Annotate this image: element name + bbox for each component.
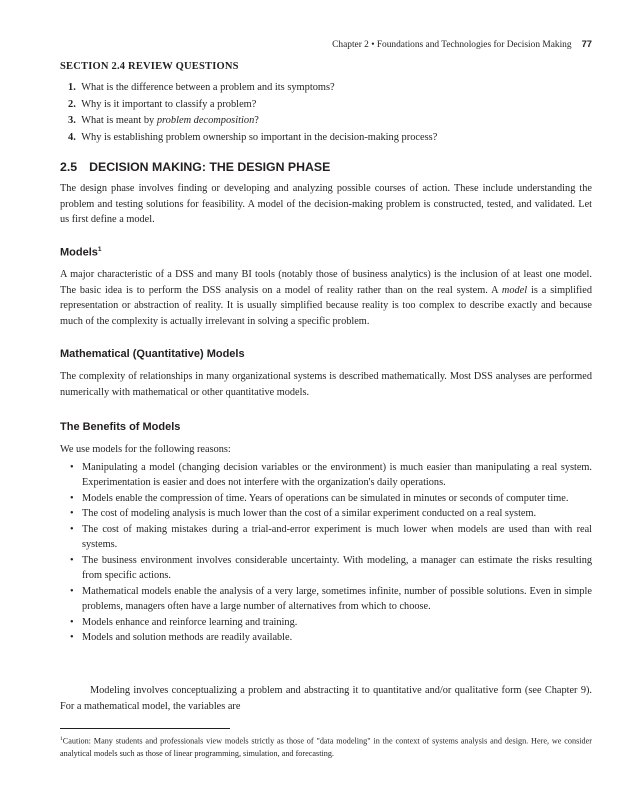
footnote-rule — [60, 728, 230, 729]
textbook-page — [60, 0, 592, 800]
list-item: • Models enable the compression of time. Years of operations can be simulated in minutes or seconds of computer time. — [70, 492, 569, 504]
benefits-list — [70, 460, 592, 645]
page-number: 77 — [581, 38, 592, 49]
math-models-paragraph: The complexity of relationships in many organizational systems is described mathematically. Most DSS analyses are performed numerically with mathematical or other quantitative models. — [60, 371, 592, 398]
running-header — [332, 38, 592, 50]
models-paragraph: A major characteristic of a DSS and many BI tools (notably those of business analytics) is the inclusion of at least one model. The basic idea is to perform the DSS analysis on a model of reality rather than on the real system. A model is a simplified representation or abstraction of reality. It is usually simplified because reality is too complex to describe exactly and because much of the complexity is actually irrelevant in solving a specific problem. — [60, 269, 592, 327]
footnote: $^1$Caution: Many students and professionals view models strictly as those of "data modeling" in the context of systems analysis and design. Here, we consider analytical models such as those of linear programming, simulation, and forecasting. — [60, 736, 592, 759]
list-item: • The cost of modeling analysis is much lower than the cost of a similar experiment conducted on a real system. — [70, 508, 537, 520]
section-title: DECISION MAKING: THE DESIGN PHASE — [89, 160, 331, 174]
benefits-lead: We use models for the following reasons: — [60, 444, 231, 455]
list-item: • Mathematical models enable the analysis of a very large, sometimes infinite, number of possible solutions. Even in simple problems, managers often have a large number of alternatives from which to choose. — [70, 585, 592, 613]
review-question: 2. Why is it important to classify a problem? — [68, 98, 257, 110]
list-item: • Models enhance and reinforce learning and training. — [70, 616, 298, 628]
models-heading: Models$^1$ — [60, 246, 102, 259]
review-question: 4. Why is establishing problem ownership so important in the decision-making process? — [68, 131, 438, 143]
review-questions-list — [68, 80, 592, 146]
section-number: 2.5 — [60, 160, 78, 174]
list-item: • The cost of making mistakes during a trial-and-error experiment is much lower when models are used than with real systems. — [70, 523, 592, 551]
list-item: • The business environment involves considerable uncertainty. With modeling, a manager can estimate the risks resulting from specific actions. — [70, 554, 592, 582]
review-questions-title: SECTION 2.4 REVIEW QUESTIONS — [60, 61, 239, 72]
list-item: • Models and solution methods are readily available. — [70, 631, 293, 643]
section-intro-paragraph: The design phase involves finding or developing and analyzing possible courses of action. These include understanding the problem and testing solutions for feasibility. A model of the decision-making problem is constructed, tested, and validated. Let us first define a model. — [60, 183, 592, 226]
header-text: Chapter 2 • Foundations and Technologies for Decision Making — [332, 40, 572, 50]
benefits-heading: The Benefits of Models — [60, 421, 181, 433]
review-question: 3. What is meant by problem decomposition? — [68, 115, 259, 127]
list-item: • Manipulating a model (changing decision variables or the environment) is much easier than manipulating a real system. Experimentation is easier and does not interfere with the organization's daily operations. — [70, 462, 592, 489]
review-question: 1. What is the difference between a problem and its symptoms? — [68, 82, 335, 93]
footnote-marker: 1 — [97, 246, 102, 253]
section-heading — [60, 160, 592, 174]
math-models-heading: Mathematical (Quantitative) Models — [60, 348, 245, 360]
closing-paragraph: Modeling involves conceptualizing a problem and abstracting it to quantitative and/or qualitative form (see Chapter 9). For a mathematical model, the variables are — [60, 685, 592, 712]
